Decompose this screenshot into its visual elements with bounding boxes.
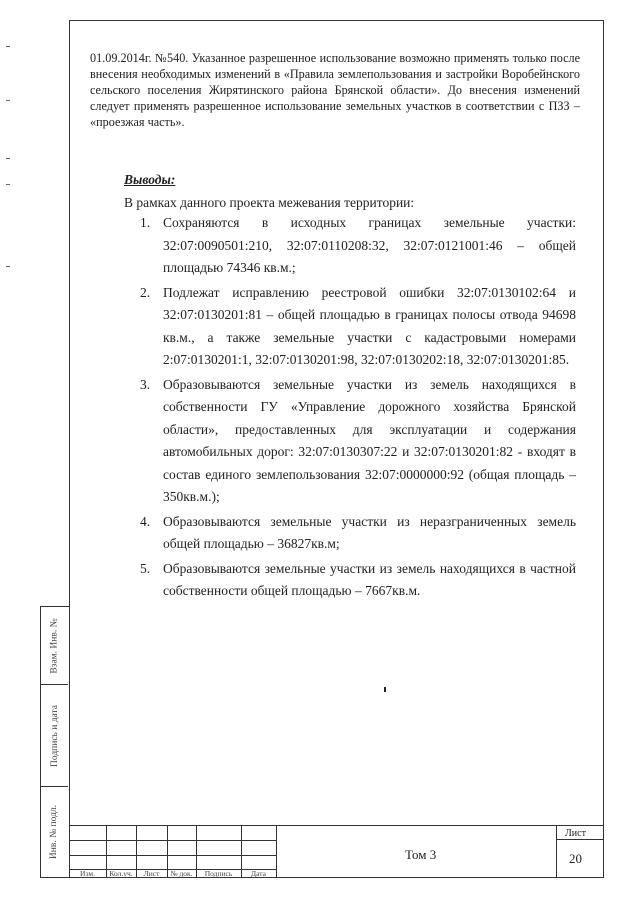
list-item-text: Сохраняются в исходных границах земельные участки: 32:07:0090501:210, 32:07:0110208:32, 32:07:0121001:46 – общей площадью 74346 кв.м.; — [163, 215, 576, 275]
list-item-number: 5. — [140, 560, 151, 576]
column-label-change: Изм. — [80, 869, 95, 878]
column-label-signature: Подпись — [204, 869, 233, 878]
title-block — [69, 825, 604, 878]
side-stamp — [40, 606, 69, 878]
sheet-label: Лист — [565, 828, 586, 839]
list-item — [136, 511, 576, 556]
margin-tick — [6, 266, 10, 267]
list-item-text: Образовываются земельные участки из земель находящихся в собственности ГУ «Управление дорожного хозяйства Брянской области», предоставленных для эксплуатации и содержания автомобильных дорог: 32:07:0130307:22 и 32:07:0130201:82 - входят в состав единого землепользования 32:07:0000000:92 (общая площадь – 350кв.м.); — [163, 376, 576, 504]
conclusions-heading: Выводы: — [124, 172, 176, 187]
margin-tick — [6, 184, 10, 185]
list-item — [136, 374, 576, 509]
side-stamp-label: Подпись и дата — [49, 704, 60, 767]
list-item-number: 3. — [140, 376, 151, 392]
column-label-date: Дата — [251, 869, 266, 878]
list-item-number: 1. — [140, 215, 151, 230]
title-block-rule — [69, 855, 276, 856]
list-item — [136, 282, 576, 372]
list-item-text: Образовываются земельные участки из земель находящихся в частной собственности общей площадью – 7667кв.м. — [163, 560, 576, 598]
margin-tick — [6, 100, 10, 101]
intro-paragraph: 01.09.2014г. №540. Указанное разрешенное использование возможно применять только после внесения необходимых изменений в «Правила землепользования и застройки Воробейнского сельского поселения Жирятинского района Брянской области». До внесения изменений следует применять разрешенное использование земельных участков в соответствии с ПЗЗ – «проезжая часть». — [90, 51, 580, 129]
title-block-rule — [69, 825, 604, 826]
conclusions-lead: В рамках данного проекта межевания территории: — [124, 195, 415, 210]
sheet-number: 20 — [569, 851, 582, 866]
title-block-rule — [276, 825, 277, 878]
list-item — [136, 212, 576, 280]
list-item-text: Подлежат исправлению реестровой ошибки 32:07:0130102:64 и 32:07:0130201:81 – общей площадью в границах полосы отвода 94698 кв.м., а также земельные участки с кадастровыми номерами 2:07:0130201:1, 32:07:0130201:98, 32:07:0130202:18, 32:07:0130201:85. — [163, 284, 576, 367]
margin-tick — [6, 158, 10, 159]
column-label-sheet: Лист — [143, 869, 160, 878]
side-stamp-cell — [41, 685, 68, 787]
list-item-text: Образовываются земельные участки из неразграниченных земель общей площадью – 36827кв.м; — [163, 513, 576, 551]
title-block-rule — [69, 840, 276, 841]
volume-label: Том 3 — [405, 847, 437, 862]
stray-mark — [384, 687, 386, 692]
margin-tick — [6, 46, 10, 47]
list-item-number: 4. — [140, 513, 151, 529]
side-stamp-label: Взам. Инв. № — [49, 617, 60, 674]
title-block-rule — [556, 825, 557, 878]
list-item-number: 2. — [140, 284, 151, 300]
column-label-count: Кол.уч. — [109, 869, 133, 878]
conclusions-list — [136, 212, 576, 605]
title-block-rule — [556, 839, 604, 840]
side-stamp-cell — [41, 607, 68, 685]
list-item — [136, 558, 576, 603]
side-stamp-cell — [41, 787, 68, 877]
side-stamp-label: Инв. № подл. — [49, 804, 60, 860]
column-label-doc-number: № док. — [170, 869, 193, 878]
